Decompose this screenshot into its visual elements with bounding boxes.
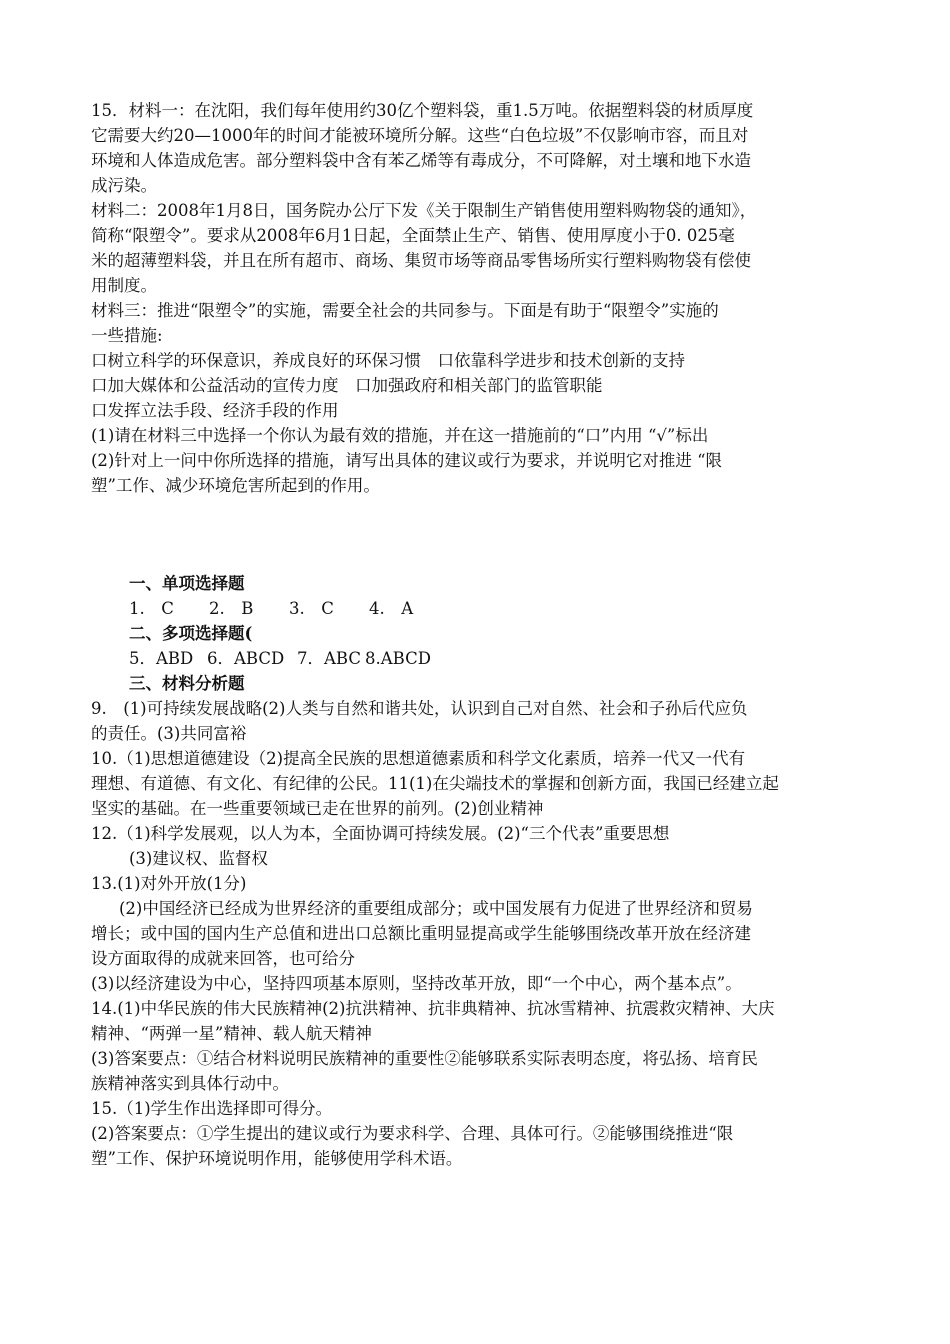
text-line: 它需要大约20—1000年的时间才能被环境所分解。这些“白色垃圾”不仅影响市容，而且对: [91, 126, 749, 145]
answer-line: (2)中国经济已经成为世界经济的重要组成部分；或中国发展有力促进了世界经济和贸易: [119, 899, 753, 918]
measure-option: 口加大媒体和公益活动的宣传力度 口加强政府和相关部门的监管职能: [91, 376, 603, 395]
answer-line: 族精神落实到具体行动中。: [91, 1074, 289, 1093]
answer-line: 的责任。(3)共同富裕: [91, 724, 247, 743]
text-line: 简称“限塑令”。要求从2008年6月1日起，全面禁止生产、销售、使用厚度小于0. 025毫: [91, 226, 735, 245]
answer-item: 1. C: [129, 599, 174, 618]
answer-line: 10.（1)思想道德建设（2)提高全民族的思想道德素质和科学文化素质，培养一代又一代有: [91, 749, 746, 768]
answer-line: 塑”工作、保护环境说明作用，能够使用学科术语。: [91, 1149, 463, 1168]
answer-key: [91, 571, 881, 1171]
answer-item: 2. B: [209, 599, 254, 618]
answer-item: 3. C: [289, 599, 334, 618]
answer-line: 精神、“两弹一星”精神、载人航天精神: [91, 1024, 372, 1043]
answer-line: 13.(1)对外开放(1分): [91, 874, 247, 893]
answer-item: 5．ABD: [129, 649, 194, 668]
section-title-multiple-choice: 二、多项选择题(: [129, 624, 253, 643]
text-line: 米的超薄塑料袋，并且在所有超市、商场、集贸市场等商品零售场所实行塑料购物袋有偿使: [91, 251, 751, 270]
section-title-single-choice: 一、单项选择题: [129, 574, 245, 593]
answer-item: 8.ABCD: [365, 649, 431, 668]
answer-line: 理想、有道德、有文化、有纪律的公民。11(1)在尖端技术的掌握和创新方面，我国已经建立起: [91, 774, 779, 793]
section-title-material-analysis: 三、材料分析题: [129, 674, 245, 693]
answer-line: (3)答案要点：①结合材料说明民族精神的重要性②能够联系实际表明态度，将弘扬、培育民: [91, 1049, 758, 1068]
multiple-choice-answers: [91, 646, 881, 671]
answer-line: 12.（1)科学发展观，以人为本，全面协调可持续发展。(2)“三个代表”重要思想: [91, 824, 670, 843]
text-line: 材料三：推进“限塑令”的实施，需要全社会的共同参与。下面是有助于“限塑令”实施的: [91, 301, 719, 320]
text-line: 用制度。: [91, 276, 157, 295]
measure-option: 口发挥立法手段、经济手段的作用: [91, 401, 339, 420]
text-line: 材料二：2008年1月8日，国务院办公厅下发《关于限制生产销售使用塑料购物袋的通知》，: [91, 201, 757, 220]
answer-line: 增长；或中国的国内生产总值和进出口总额比重明显提高或学生能够围绕改革开放在经济建: [91, 924, 751, 943]
single-choice-answers: [91, 596, 881, 621]
answer-item: 6．ABCD: [207, 649, 285, 668]
text-line: 塑”工作、减少环境危害所起到的作用。: [91, 476, 380, 495]
sub-question: (1)请在材料三中选择一个你认为最有效的措施，并在这一措施前的“口”内用 “√”标出: [91, 426, 709, 445]
answer-line: 坚实的基础。在一些重要领域已走在世界的前列。(2)创业精神: [91, 799, 544, 818]
question-15: [91, 98, 871, 498]
answer-line: 15.（1)学生作出选择即可得分。: [91, 1099, 333, 1118]
answer-line: 9. (1)可持续发展战略(2)人类与自然和谐共处，认识到自己对自然、社会和子孙后代应负: [91, 699, 748, 718]
measure-option: 口树立科学的环保意识，养成良好的环保习惯 口依靠科学进步和技术创新的支持: [91, 351, 685, 370]
text-line: 环境和人体造成危害。部分塑料袋中含有苯乙烯等有毒成分，不可降解，对土壤和地下水造: [91, 151, 751, 170]
text-line: 成污染。: [91, 176, 157, 195]
answer-line: (3)以经济建设为中心，坚持四项基本原则，坚持改革开放，即“一个中心，两个基本点”。: [91, 974, 742, 993]
answer-item: 7．ABC: [297, 649, 361, 668]
answer-line: (2)答案要点：①学生提出的建议或行为要求科学、合理、具体可行。②能够围绕推进“限: [91, 1124, 734, 1143]
answer-line: 14.(1)中华民族的伟大民族精神(2)抗洪精神、抗非典精神、抗冰雪精神、抗震救灾精神、大庆: [91, 999, 775, 1018]
sub-question: (2)针对上一问中你所选择的措施，请写出具体的建议或行为要求，并说明它对推进 “限: [91, 451, 723, 470]
answer-line: (3)建议权、监督权: [129, 849, 268, 868]
text-line: 15．材料一：在沈阳，我们每年使用约30亿个塑料袋，重1.5万吨。依据塑料袋的材质厚度: [91, 101, 754, 120]
text-line: 一些措施:: [91, 326, 163, 345]
answer-item: 4. A: [369, 599, 414, 618]
answer-line: 设方面取得的成就来回答，也可给分: [91, 949, 355, 968]
